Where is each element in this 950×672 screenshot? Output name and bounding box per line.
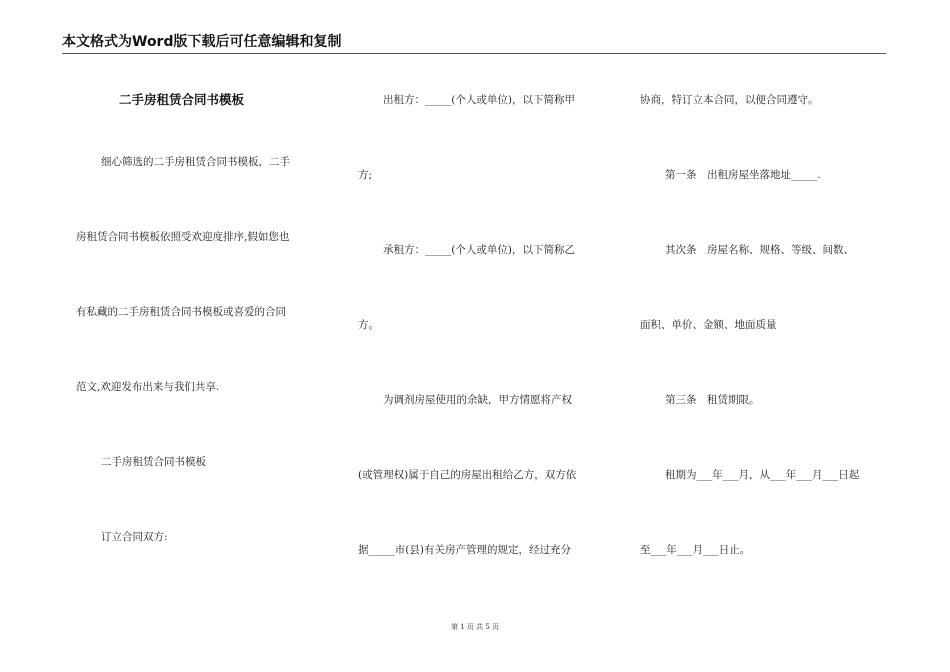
paragraph-line: 方; xyxy=(358,169,373,181)
clause-line: 其次条 房屋名称、规格、等级、间数、 xyxy=(665,244,854,256)
paragraph-line: 据_____市(县)有关房产管理的规定，经过充分 xyxy=(358,544,571,556)
paragraph-line: 租期为___年___月，从___年___月___日起 xyxy=(665,469,860,481)
paragraph-line: 为调剂房屋使用的余缺，甲方情愿将产权 xyxy=(383,394,572,406)
paragraph-line: 协商，特订立本合同，以便合同遵守。 xyxy=(640,94,819,106)
clause-line: 第三条 租赁期限。 xyxy=(665,394,760,406)
page-header xyxy=(62,32,886,54)
paragraph-line: 有私藏的二手房租赁合同书模板或喜爱的合同 xyxy=(76,306,286,318)
paragraph-line: 订立合同双方: xyxy=(101,531,168,543)
paragraph-line: 面积、单价、金额、地面质量 xyxy=(640,319,777,331)
paragraph-line: 方。 xyxy=(358,319,379,331)
paragraph-line: 承租方：_____(个人或单位)，以下简称乙 xyxy=(383,244,575,256)
paragraph-line: 房租赁合同书模板依照受欢迎度排序,假如您也 xyxy=(76,231,290,243)
header-title: 本文格式为Word版下载后可任意编辑和复制 xyxy=(62,34,342,50)
paragraph-line: 至___年___月___日止。 xyxy=(640,544,751,556)
document-title: 二手房租赁合同书模板 xyxy=(119,92,245,107)
paragraph-line: 细心筛选的二手房租赁合同书模板，二手 xyxy=(101,156,290,168)
paragraph-line: 出租方：_____(个人或单位)，以下简称甲 xyxy=(383,94,575,106)
subheading-line: 二手房租赁合同书模板 xyxy=(101,456,206,468)
paragraph-line: (或管理权)属于自己的房屋出租给乙方，双方依 xyxy=(358,469,577,481)
page-number: 第 1 页 共 5 页 xyxy=(450,623,500,631)
paragraph-line: 范文,欢迎发布出来与我们共享. xyxy=(76,381,220,393)
clause-line: 第一条 出租房屋坐落地址_____. xyxy=(665,169,821,181)
